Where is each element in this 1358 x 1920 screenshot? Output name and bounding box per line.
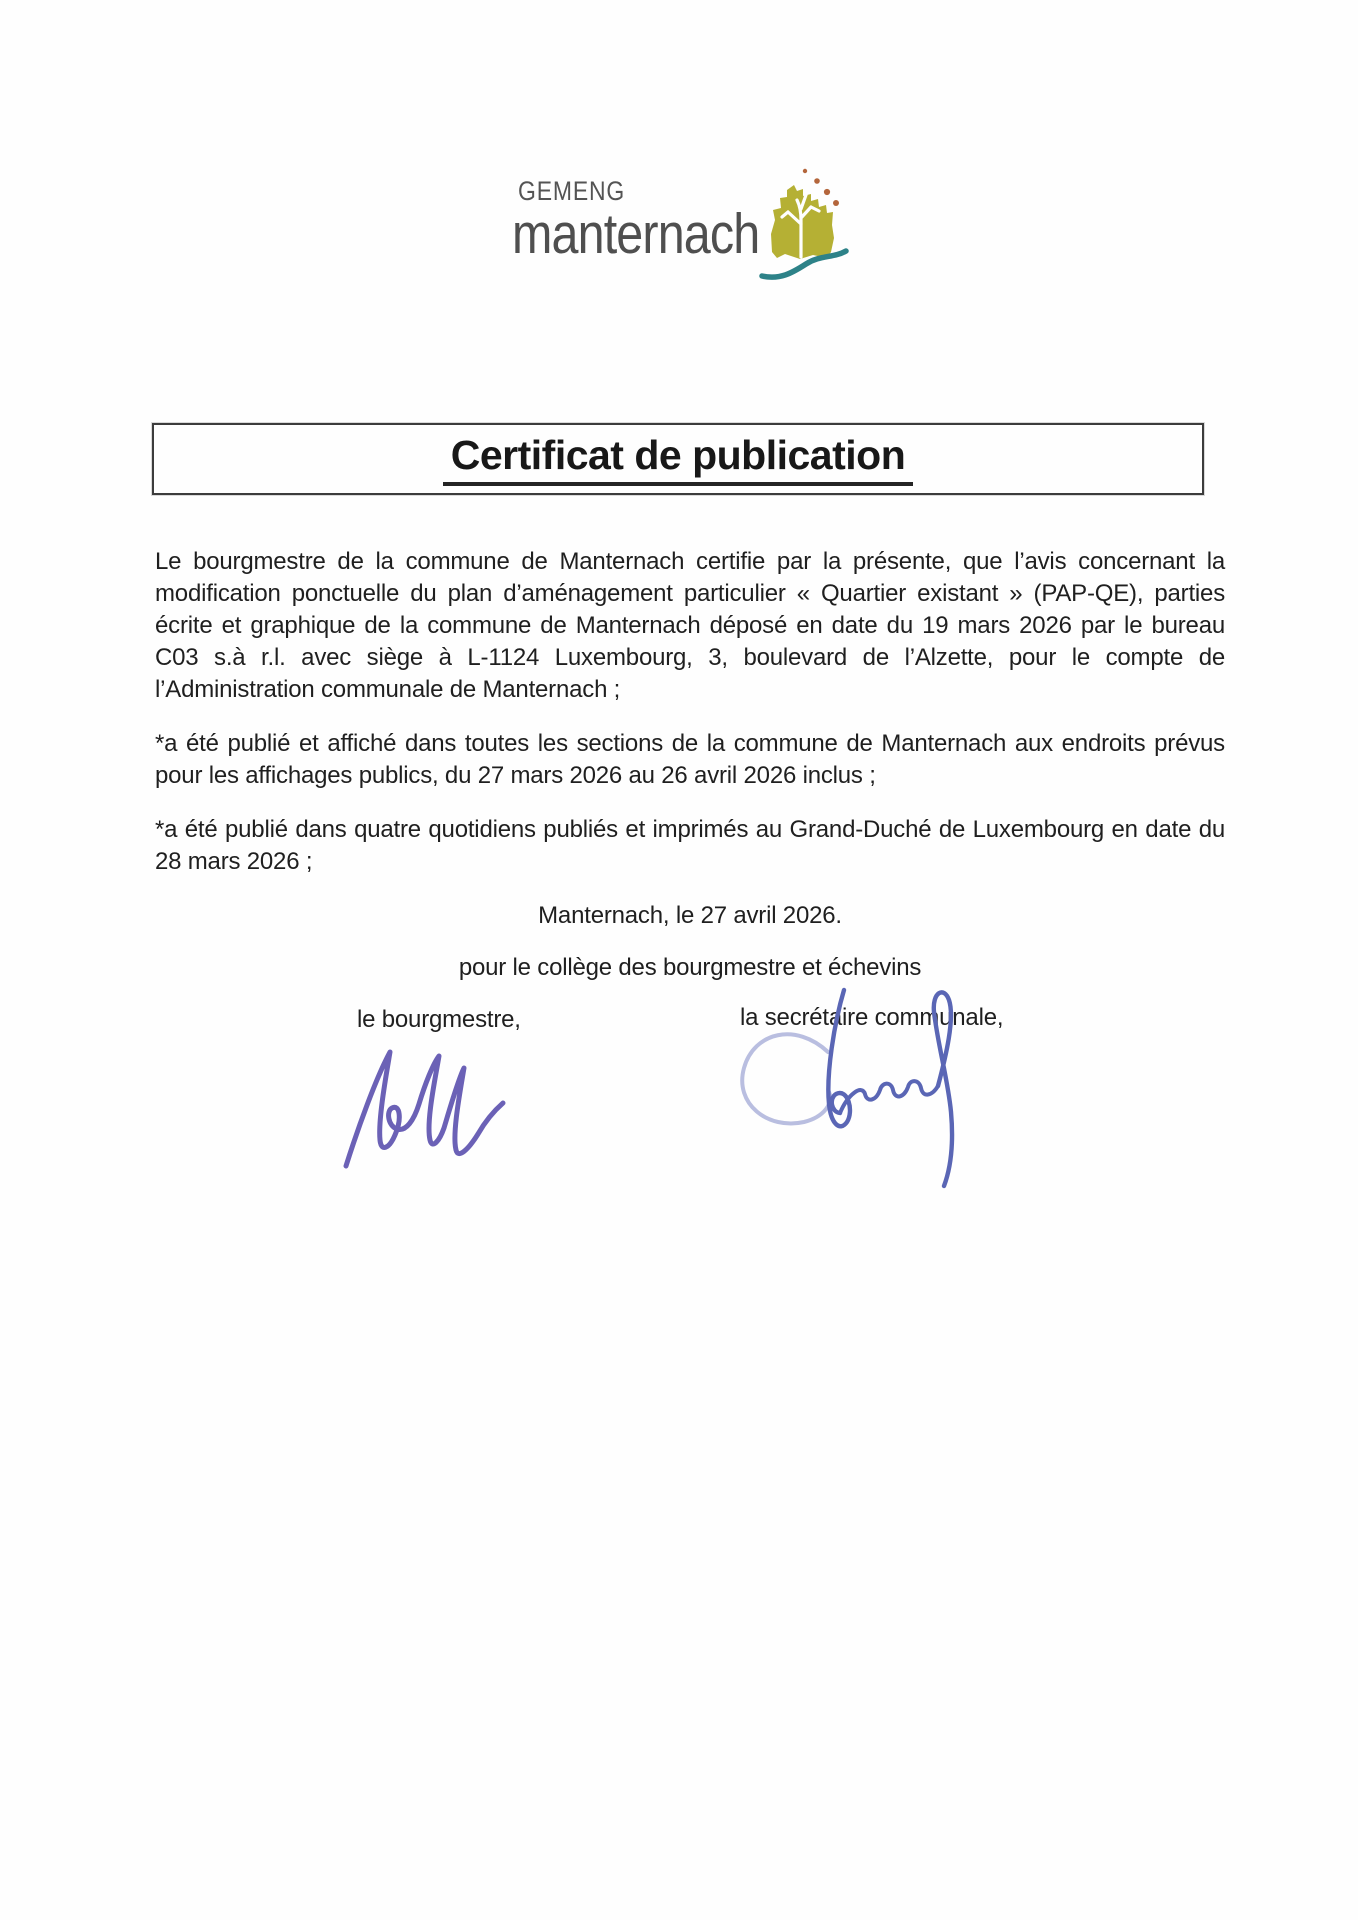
- linden-tree-icon: [756, 162, 852, 286]
- certificate-title: Certificat de publication: [443, 432, 914, 486]
- logo-dot: [803, 169, 807, 173]
- college-line: pour le collège des bourgmestre et échevins: [458, 954, 922, 981]
- paragraph-intro: Le bourgmestre de la commune de Manternach certifie par la présente, que l’avis concernant la modification ponctuelle du plan d’aménagement particulier « Quartier existant » (PAP-QE), parties écrite et graphique de la commune de Manternach déposé en date du 19 mars 2026 par le bureau C03 s.à r.l. avec siège à L-1124 Luxembourg, 3, boulevard de l’Alzette, pour le compte de l’Administration communale de Manternach ;: [155, 548, 1225, 703]
- bourgmestre-signature: [336, 1040, 514, 1172]
- paragraph-affichage: *a été publié et affiché dans toutes les sections de la commune de Manternach aux endroits prévus pour les affichages publics, du 27 mars 2026 au 26 avril 2026 inclus ;: [155, 730, 1225, 789]
- logo-gemeng-text: GEMENG: [518, 176, 626, 206]
- bourgmestre-label: le bourgmestre,: [357, 1006, 521, 1033]
- certificate-body: [155, 546, 1225, 1038]
- logo-dot: [833, 200, 839, 206]
- logo-dot: [824, 189, 830, 195]
- secretaire-label: la secrétaire communale,: [740, 1004, 1004, 1031]
- date-line: Manternach, le 27 avril 2026.: [538, 902, 842, 929]
- logo-dot: [814, 178, 820, 184]
- logo-manternach-text: manternach: [512, 202, 760, 266]
- signature-label-row: [155, 1004, 1225, 1038]
- title-box: [152, 423, 1204, 495]
- secretaire-signature: [732, 984, 1004, 1196]
- paragraph-quotidiens: *a été publié dans quatre quotidiens publiés et imprimés au Grand-Duché de Luxembourg en date du 28 mars 2026 ;: [155, 816, 1225, 875]
